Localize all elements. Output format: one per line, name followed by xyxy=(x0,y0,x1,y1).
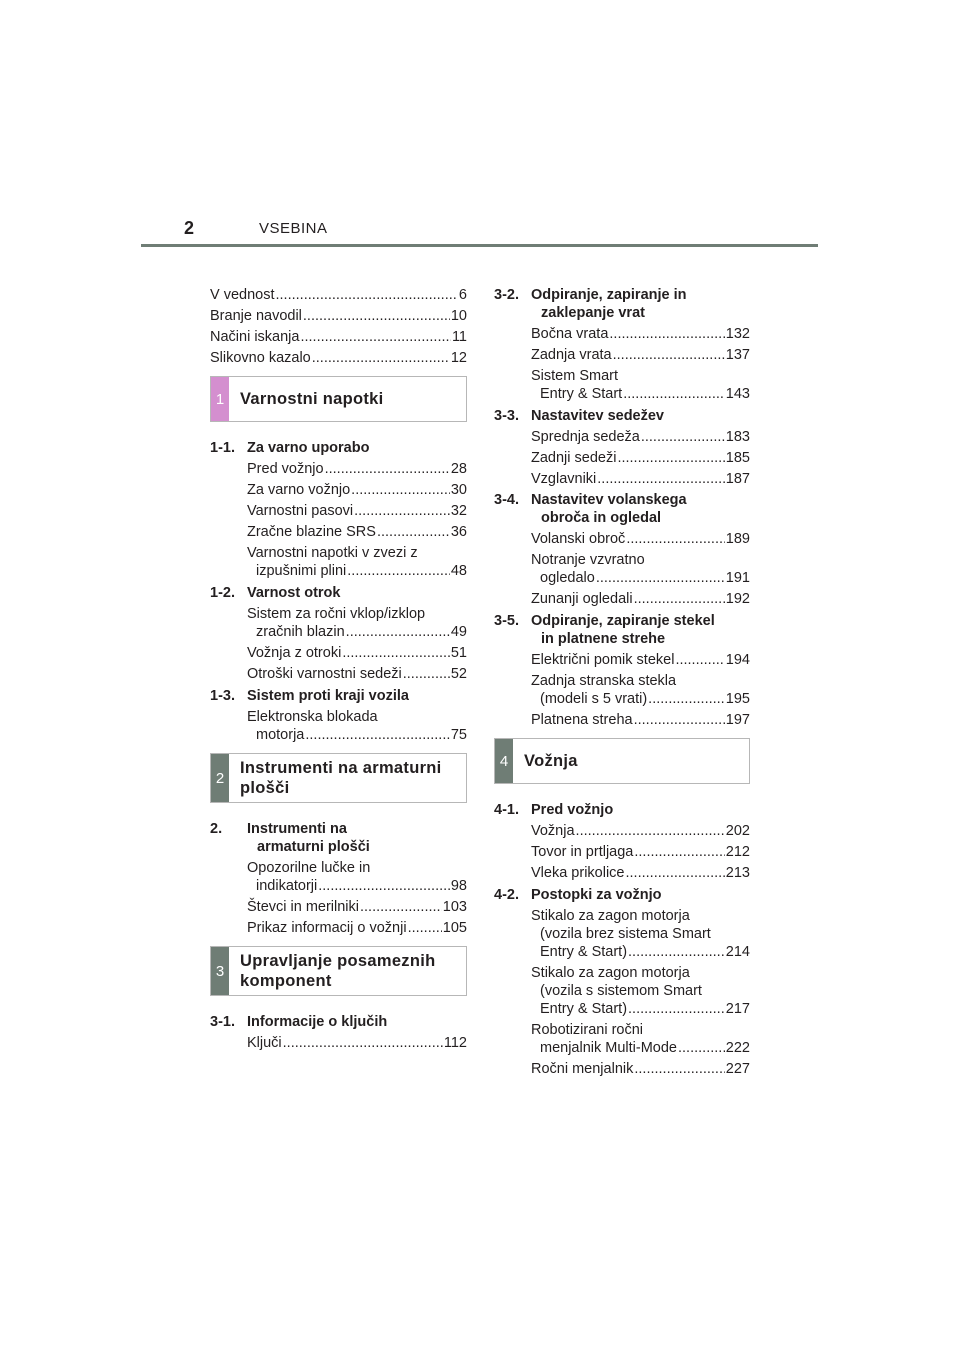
section-heading[interactable]: 3-5. Odpiranje, zapiranje stekel in platnene strehe xyxy=(494,613,715,647)
section-heading[interactable]: 4-2. Postopki za vožnjo xyxy=(494,887,662,903)
section-heading[interactable]: 4-1. Pred vožnjo xyxy=(494,802,614,818)
toc-entry[interactable]: Zadnja vrata ..... 137 xyxy=(494,346,750,364)
toc-entry[interactable]: Stikalo za zagon motorja (vozila s sistemom Smart Entry & Start) ..... 217 xyxy=(494,964,750,1018)
toc-entry[interactable]: Zračne blazine SRS ..... 36 xyxy=(210,523,467,541)
toc-entry[interactable]: Tovor in prtljaga ..... 212 xyxy=(494,843,750,861)
toc-entry[interactable]: Pred vožnjo ..... 28 xyxy=(210,460,467,478)
toc-entry[interactable]: Volanski obroč ..... 189 xyxy=(494,530,750,548)
toc-entry[interactable]: Varnostni napotki v zvezi z izpušnimi plini ..... 48 xyxy=(210,544,467,580)
toc-entry[interactable]: Notranje vzvratno ogledalo ..... 191 xyxy=(494,551,750,587)
section-heading[interactable]: 3-3. Nastavitev sedežev xyxy=(494,408,664,424)
chapter-3-box[interactable] xyxy=(210,946,467,996)
section-heading[interactable]: 3-2. Odpiranje, zapiranje in zaklepanje vrat xyxy=(494,287,687,321)
toc-entry[interactable]: Sprednja sedeža ..... 183 xyxy=(494,428,750,446)
toc-entry[interactable]: Zadnja stranska stekla (modeli s 5 vrati) ..... 195 xyxy=(494,672,750,708)
toc-entry[interactable]: Vožnja z otroki ..... 51 xyxy=(210,644,467,662)
chapter-tab: 2 xyxy=(211,754,229,802)
toc-entry[interactable]: Ročni menjalnik ..... 227 xyxy=(494,1060,750,1078)
section-heading[interactable]: 1-1. Za varno uporabo xyxy=(210,440,370,456)
chapter-tab: 1 xyxy=(211,377,229,421)
chapter-title: Upravljanje posameznih komponent xyxy=(240,952,436,990)
chapter-title: Instrumenti na armaturni plošči xyxy=(240,759,442,797)
section-heading[interactable]: 2. Instrumenti na armaturni plošči xyxy=(210,821,370,855)
chapter-title: Varnostni napotki xyxy=(240,390,384,408)
toc-entry[interactable]: Načini iskanja ..... 11 xyxy=(210,328,467,346)
section-heading[interactable]: 1-2. Varnost otrok xyxy=(210,585,341,601)
toc-entry[interactable]: Robotizirani ročni menjalnik Multi-Mode ..... 222 xyxy=(494,1021,750,1057)
toc-entry[interactable]: Za varno vožnjo ..... 30 xyxy=(210,481,467,499)
toc-right-column xyxy=(494,286,750,1081)
toc-entry[interactable]: Sistem Smart Entry & Start ..... 143 xyxy=(494,367,750,403)
toc-entry[interactable]: Platnena streha ..... 197 xyxy=(494,711,750,729)
header-divider xyxy=(141,244,818,247)
chapter-title: Vožnja xyxy=(524,752,578,770)
section-heading[interactable]: 3-4. Nastavitev volanskega obroča in ogledal xyxy=(494,492,687,526)
toc-entry[interactable]: Števci in merilniki ..... 103 xyxy=(210,898,467,916)
chapter-1-box[interactable] xyxy=(210,376,467,422)
toc-entry[interactable]: Sistem za ročni vklop/izklop zračnih blazin ..... 49 xyxy=(210,605,467,641)
toc-entry[interactable]: Zunanji ogledali ..... 192 xyxy=(494,590,750,608)
toc-left-column xyxy=(210,286,467,1055)
section-heading[interactable]: 1-3. Sistem proti kraji vozila xyxy=(210,688,409,704)
toc-entry[interactable]: V vednost ..... 6 xyxy=(210,286,467,304)
toc-entry[interactable]: Otroški varnostni sedeži ..... 52 xyxy=(210,665,467,683)
page-number: 2 xyxy=(184,218,195,238)
toc-entry[interactable]: Opozorilne lučke in indikatorji ..... 98 xyxy=(210,859,467,895)
toc-entry[interactable]: Vožnja ..... 202 xyxy=(494,822,750,840)
toc-entry[interactable]: Prikaz informacij o vožnji ..... 105 xyxy=(210,919,467,937)
chapter-2-box[interactable] xyxy=(210,753,467,803)
toc-entry[interactable]: Branje navodil ..... 10 xyxy=(210,307,467,325)
toc-entry[interactable]: Vzglavniki ..... 187 xyxy=(494,470,750,488)
chapter-tab: 3 xyxy=(211,947,229,995)
section-heading[interactable]: 3-1. Informacije o ključih xyxy=(210,1014,388,1030)
toc-entry[interactable]: Varnostni pasovi ..... 32 xyxy=(210,502,467,520)
toc-entry[interactable]: Slikovno kazalo ..... 12 xyxy=(210,349,467,367)
toc-entry[interactable]: Ključi ..... 112 xyxy=(210,1034,467,1052)
toc-entry[interactable]: Stikalo za zagon motorja (vozila brez sistema Smart Entry & Start) ..... 214 xyxy=(494,907,750,961)
toc-entry[interactable]: Vleka prikolice ..... 213 xyxy=(494,864,750,882)
chapter-tab: 4 xyxy=(495,739,513,783)
toc-entry[interactable]: Bočna vrata ..... 132 xyxy=(494,325,750,343)
page-header-title: VSEBINA xyxy=(259,220,328,237)
toc-entry[interactable]: Zadnji sedeži ..... 185 xyxy=(494,449,750,467)
chapter-4-box[interactable] xyxy=(494,738,750,784)
toc-entry[interactable]: Električni pomik stekel ..... 194 xyxy=(494,651,750,669)
toc-entry[interactable]: Elektronska blokada motorja ..... 75 xyxy=(210,708,467,744)
